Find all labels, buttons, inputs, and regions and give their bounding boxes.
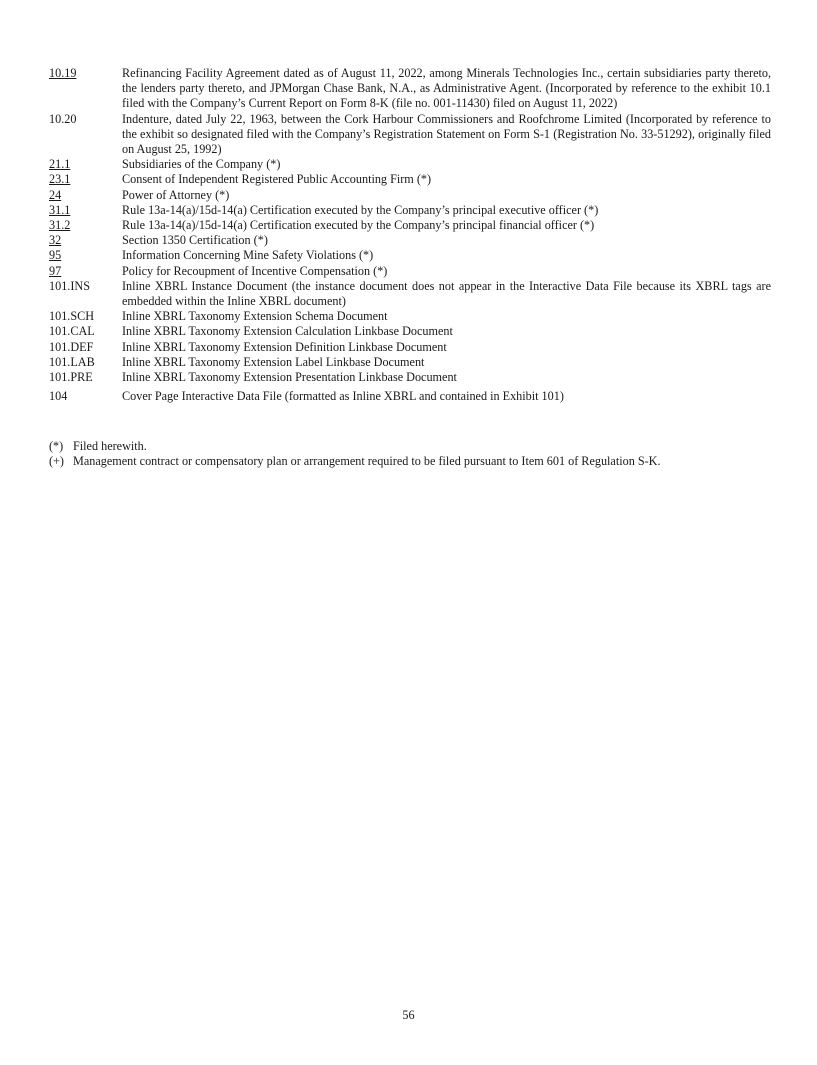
exhibit-description: Rule 13a-14(a)/15d-14(a) Certification executed by the Company’s principal financial officer (*): [122, 218, 595, 233]
exhibit-row: [49, 157, 771, 172]
exhibit-row: [49, 279, 771, 309]
exhibit-row: [49, 188, 771, 203]
exhibit-row: [49, 324, 771, 339]
exhibit-number-link[interactable]: 10.19: [49, 66, 77, 80]
exhibit-number-link[interactable]: 31.1: [49, 202, 71, 217]
exhibit-number: 101.DEF: [49, 339, 94, 354]
exhibit-description: Inline XBRL Instance Document (the instance document does not appear in the Interactive Data File because its XBRL tags are embedded within the Inline XBRL document): [122, 278, 771, 309]
exhibit-row: [49, 203, 771, 218]
exhibit-number: 10.20: [49, 111, 77, 126]
exhibit-description: Inline XBRL Taxonomy Extension Schema Document: [122, 309, 388, 324]
exhibit-description: Inline XBRL Taxonomy Extension Calculation Linkbase Document: [122, 324, 453, 339]
exhibit-row: [49, 66, 771, 112]
exhibit-number: 104: [49, 389, 68, 404]
exhibit-number-link[interactable]: 97: [49, 263, 62, 278]
exhibit-number-link[interactable]: 31.2: [49, 218, 71, 233]
exhibit-description: Indenture, dated July 22, 1963, between the Cork Harbour Commissioners and Roofchrome Limited (Incorporated by reference to the exhibit so designated filed with the Company’s Registration Statement on Form S-1 (Registration No. 33-51292), originally filed on August 25, 1992): [122, 111, 771, 157]
exhibit-description: Section 1350 Certification (*): [122, 233, 268, 248]
exhibit-description: Consent of Independent Registered Public Accounting Firm (*): [122, 172, 432, 187]
exhibit-number-link[interactable]: 95: [49, 248, 62, 263]
exhibit-number: 101.CAL: [49, 324, 95, 339]
page-number: 56: [402, 1008, 415, 1022]
exhibit-row: [49, 172, 771, 187]
exhibit-row: [49, 340, 771, 355]
exhibit-description: Information Concerning Mine Safety Violations (*): [122, 248, 374, 263]
exhibit-description: Inline XBRL Taxonomy Extension Definition Linkbase Document: [122, 339, 447, 354]
exhibit-row: [49, 389, 771, 404]
footnote: [49, 454, 771, 469]
exhibit-row: [49, 248, 771, 263]
exhibit-row: [49, 264, 771, 279]
exhibit-description: Rule 13a-14(a)/15d-14(a) Certification executed by the Company’s principal executive officer (*): [122, 202, 599, 217]
exhibit-row: [49, 355, 771, 370]
exhibit-number: 101.PRE: [49, 370, 93, 385]
exhibit-description: Cover Page Interactive Data File (formatted as Inline XBRL and contained in Exhibit 101): [122, 389, 564, 404]
exhibit-row: [49, 218, 771, 233]
footnote-text: Management contract or compensatory plan or arrangement required to be filed pursuant to Item 601 of Regulation S-K.: [73, 454, 661, 469]
exhibit-description: Policy for Recoupment of Incentive Compensation (*): [122, 263, 388, 278]
footnotes: [49, 439, 771, 469]
footnote-text: Filed herewith.: [73, 439, 147, 453]
exhibit-list: [49, 66, 771, 404]
footnote-mark: (*): [49, 439, 64, 453]
exhibit-number: 101.LAB: [49, 354, 95, 369]
exhibit-description: Subsidiaries of the Company (*): [122, 157, 281, 172]
exhibit-description: Inline XBRL Taxonomy Extension Presentation Linkbase Document: [122, 370, 457, 385]
exhibit-description: Refinancing Facility Agreement dated as of August 11, 2022, among Minerals Technologies Inc., certain subsidiaries party thereto, the lenders party thereto, and JPMorgan Chase Bank, N.A., as Administrative Agent. (Incorporated by reference to the exhibit 10.1 filed with the Company’s Current Report on Form 8-K (file no. 001-11430) filed on August 11, 2022): [122, 66, 771, 111]
footnote-mark: (+): [49, 454, 64, 469]
exhibit-row: [49, 112, 771, 158]
exhibit-number-link[interactable]: 21.1: [49, 157, 71, 172]
exhibit-number: 101.SCH: [49, 309, 95, 324]
exhibit-row: [49, 309, 771, 324]
exhibit-number: 101.INS: [49, 278, 90, 293]
exhibit-number-link[interactable]: 23.1: [49, 172, 71, 187]
exhibit-description: Power of Attorney (*): [122, 187, 230, 202]
exhibit-number-link[interactable]: 24: [49, 187, 62, 202]
exhibit-row: [49, 233, 771, 248]
exhibit-number-link[interactable]: 32: [49, 233, 62, 248]
exhibit-description: Inline XBRL Taxonomy Extension Label Linkbase Document: [122, 354, 425, 369]
footnote: [49, 439, 771, 454]
exhibit-row: [49, 370, 771, 385]
